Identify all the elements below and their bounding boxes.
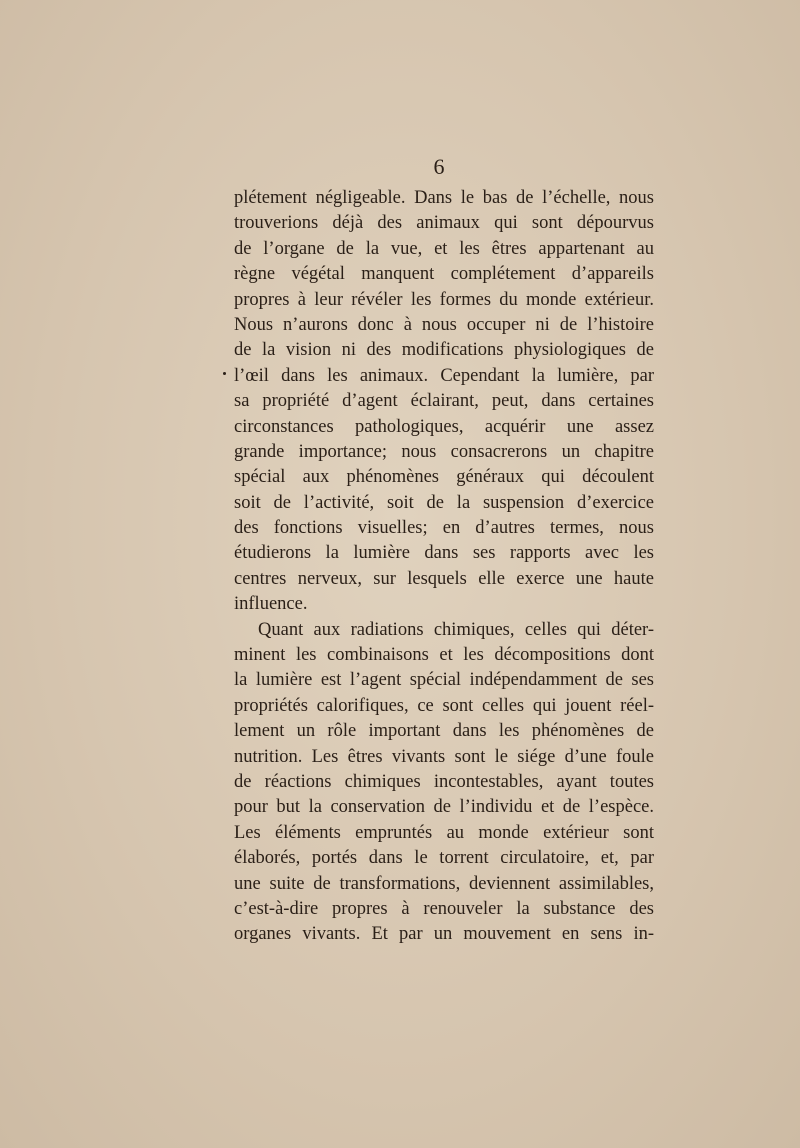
text-line: Quant aux radiations chimiques, celles qui déter- <box>258 619 654 640</box>
text-line: l’œil dans les animaux. Cependant la lumière, par <box>234 365 654 386</box>
text-line: lement un rôle important dans les phénomènes de <box>234 721 654 742</box>
text-line: spécial aux phénomènes généraux qui découlent <box>234 467 654 488</box>
text-line: minent les combinaisons et les décompositions dont <box>234 645 654 666</box>
body-text <box>234 186 654 948</box>
text-line: Nous n’aurons donc à nous occuper ni de l’histoire <box>234 314 654 335</box>
text-line: une suite de transformations, deviennent assimilables, <box>234 873 654 894</box>
text-line: de l’organe de la vue, et les êtres appartenant au <box>234 238 654 259</box>
text-line: de la vision ni des modifications physiologiques de <box>234 340 654 361</box>
text-line: circonstances pathologiques, acquérir une assez <box>234 416 654 437</box>
text-line: élaborés, portés dans le torrent circulatoire, et, par <box>234 848 654 869</box>
text-line: organes vivants. Et par un mouvement en sens in- <box>234 924 654 945</box>
text-line: pour but la conservation de l’individu et de l’espèce. <box>234 797 654 818</box>
text-line: de réactions chimiques incontestables, ayant toutes <box>234 771 654 792</box>
text-line: étudierons la lumière dans ses rapports avec les <box>234 543 654 564</box>
margin-mark <box>223 372 226 375</box>
page-number: 6 <box>433 154 445 179</box>
text-line: des fonctions visuelles; en d’autres termes, nous <box>234 518 654 539</box>
text-line: propriétés calorifiques, ce sont celles qui jouent réel- <box>234 695 654 716</box>
text-line: la lumière est l’agent spécial indépendamment de ses <box>234 670 654 691</box>
text-line: grande importance; nous consacrerons un chapitre <box>234 441 654 462</box>
text-line: nutrition. Les êtres vivants sont le siége d’une foule <box>234 746 654 767</box>
text-line: trouverions déjà des animaux qui sont dépourvus <box>234 213 654 234</box>
text-line: propres à leur révéler les formes du monde extérieur. <box>234 289 654 310</box>
text-line: règne végétal manquent complétement d’appareils <box>234 264 654 285</box>
text-line: sa propriété d’agent éclairant, peut, dans certaines <box>234 391 654 412</box>
text-line: soit de l’activité, soit de la suspension d’exercice <box>234 492 654 513</box>
text-line: c’est-à-dire propres à renouveler la substance des <box>234 898 654 919</box>
text-line: centres nerveux, sur lesquels elle exerce une haute <box>234 568 654 589</box>
text-line: Les éléments empruntés au monde extérieur sont <box>234 822 654 843</box>
text-line: plétement négligeable. Dans le bas de l’échelle, nous <box>234 188 654 208</box>
text-line: influence. <box>234 594 308 615</box>
